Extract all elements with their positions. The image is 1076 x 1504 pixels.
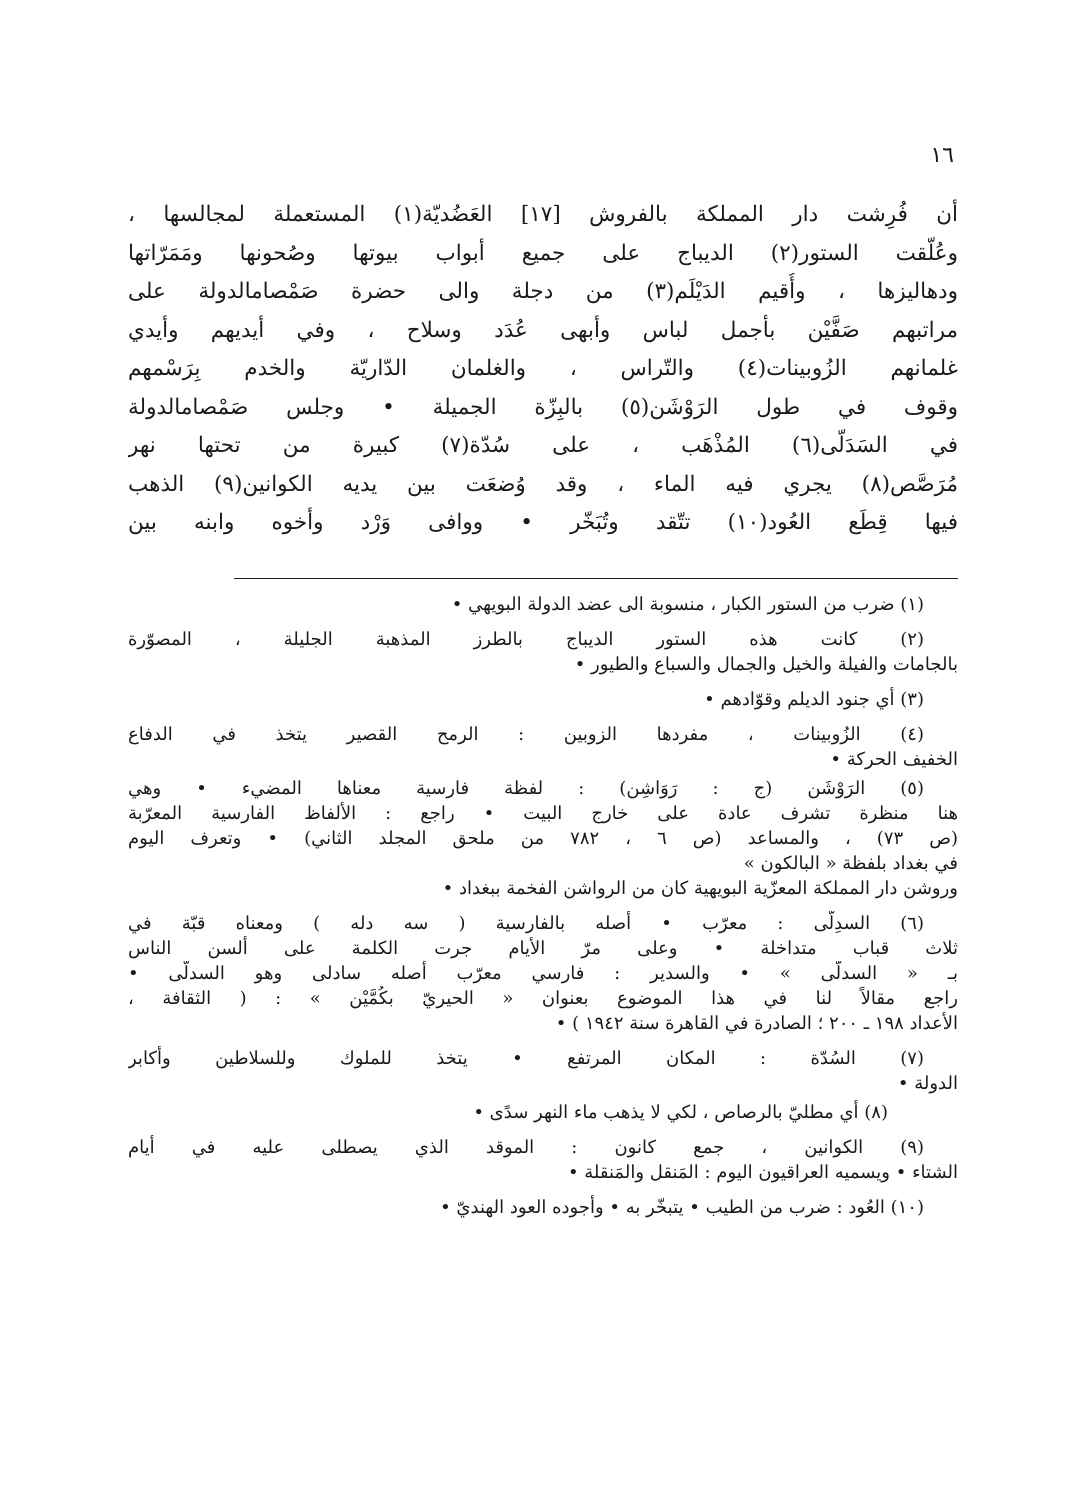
footnote-line: (٢) كانت هذه الستور الديباج بالطرز المذهبة الجليلة ، المصوّرة — [128, 629, 924, 650]
footnote-9 — [128, 1135, 958, 1185]
footnote-8 — [128, 1100, 958, 1125]
main-text-line: مُرَصَّص(٨) يجري فيه الماء ، وقد وُضعَت بين يديه الكوانين(٩) الذهب — [128, 471, 958, 497]
footnote-line: (٥) الرَوْشَن (ج : رَوَاشِن) : لفظة فارسية معناها المضيء • وهي — [128, 778, 924, 799]
footnote-5 — [128, 776, 958, 901]
footnote-line: (٣) أي جنود الديلم وقوّادهم • — [704, 689, 924, 710]
footnote-line: (١) ضرب من الستور الكبار ، منسوبة الى عضد الدولة البويهي • — [451, 594, 924, 615]
footnote-2 — [128, 627, 958, 677]
footnote-line: وروشن دار المملكة المعزّية البويهية كان من الرواشن الفخمة ببغداد • — [442, 878, 958, 899]
footnote-line: بالجامات والفيلة والخيل والجمال والسباع والطيور • — [574, 654, 958, 675]
page-number: ١٦ — [930, 143, 954, 168]
main-text-line: مراتبهم صَفَّيْن بأجمل لباس وأبهى عُدَد وسلاح ، وفي أيديهم وأيدي — [128, 317, 958, 343]
footnote-separator — [234, 578, 958, 579]
footnote-line: (٧) السُدّة : المكان المرتفع • يتخذ للملوك وللسلاطين وأكابر — [128, 1048, 924, 1069]
footnote-4 — [128, 722, 958, 772]
footnote-line: ثلاث قباب متداخلة • وعلى مرّ الأيام جرت الكلمة على ألسن الناس — [128, 938, 958, 959]
footnote-10 — [128, 1195, 958, 1220]
footnote-line: الأعداد ١٩٨ ـ ٢٠٠ ؛ الصادرة في القاهرة سنة ١٩٤٢ ) • — [555, 1013, 958, 1034]
footnote-line: في بغداد بلفظة « البالكون » — [743, 853, 958, 874]
footnote-line: (٩) الكوانين ، جمع كانون : الموقد الذي يصطلى عليه في أيام — [128, 1137, 924, 1158]
main-text-line: أن فُرِشت دار المملكة بالفروش [١٧] العَضُديّة(١) المستعملة لمجالسها ، — [128, 202, 958, 227]
footnote-1 — [128, 592, 958, 617]
footnote-7 — [128, 1046, 958, 1096]
footnote-line: الشتاء • ويسميه العراقيون اليوم : المَنقل والمَنقلة • — [567, 1162, 958, 1183]
footnote-line: (١٠) العُود : ضرب من الطيب • يتبخّر به • وأجوده العود الهنديّ • — [440, 1197, 924, 1218]
footnote-line: (٨) أي مطليّ بالرصاص ، لكي لا يذهب ماء النهر سدًى • — [473, 1102, 888, 1123]
footnote-line: الخفيف الحركة • — [830, 749, 958, 770]
footnote-line: (٦) السدِلّى : معرّب • أصله بالفارسية ( سه دله ) ومعناه قبّة في — [128, 913, 924, 934]
main-text-line: فيها قِطَع العُود(١٠) تتّقد وتُبَخّر • ووافى وَرْد وأخوه وابنه بين — [128, 510, 958, 535]
footnote-3 — [128, 687, 958, 712]
main-text-line: في السَدَلّى(٦) المُذْهَب ، على سُدّة(٧) كبيرة من تحتها نهر — [128, 433, 958, 458]
footnote-line: الدولة • — [897, 1073, 958, 1094]
main-text-line: ودهاليزها ، وأُقيم الدَيْلَم(٣) من دجلة والى حضرة صَمْصامالدولة على — [128, 279, 958, 304]
main-text-block — [128, 196, 958, 543]
footnote-line: هنا منظرة تشرف عادة على خارج البيت • راجع : الألفاظ الفارسية المعرّبة — [128, 803, 958, 824]
footnote-line: بـ « السدلّى » • والسدير : فارسي معرّب أصله سادلى وهو السدلّى • — [128, 963, 958, 984]
main-text-line: وعُلّقت الستور(٢) الديباج على جميع أبواب بيوتها وصُحونها ومَمَرّاتها — [128, 240, 958, 266]
main-text-line: وقوف في طول الرَوْشَن(٥) بالبِزّة الجميلة • وجلس صَمْصامالدولة — [128, 394, 958, 420]
footnote-6 — [128, 911, 958, 1036]
main-text-line: غلمانهم الزُوبينات(٤) والتّراس ، والغلمان الدّاريّة والخدم بِرَسْمهم — [128, 356, 958, 381]
footnote-line: (ص ٧٣) ، والمساعد (ص ٦ ، ٧٨٢ من ملحق المجلد الثاني) • وتعرف اليوم — [128, 828, 958, 849]
footnote-line: راجع مقالاً لنا في هذا الموضوع بعنوان « الحيريّ بكُمَّيْن » : ( الثقافة ، — [128, 988, 958, 1009]
footnote-line: (٤) الزُوبينات ، مفردها الزوبين : الرمح القصير يتخذ في الدفاع — [128, 724, 924, 745]
footnotes — [128, 592, 958, 1230]
